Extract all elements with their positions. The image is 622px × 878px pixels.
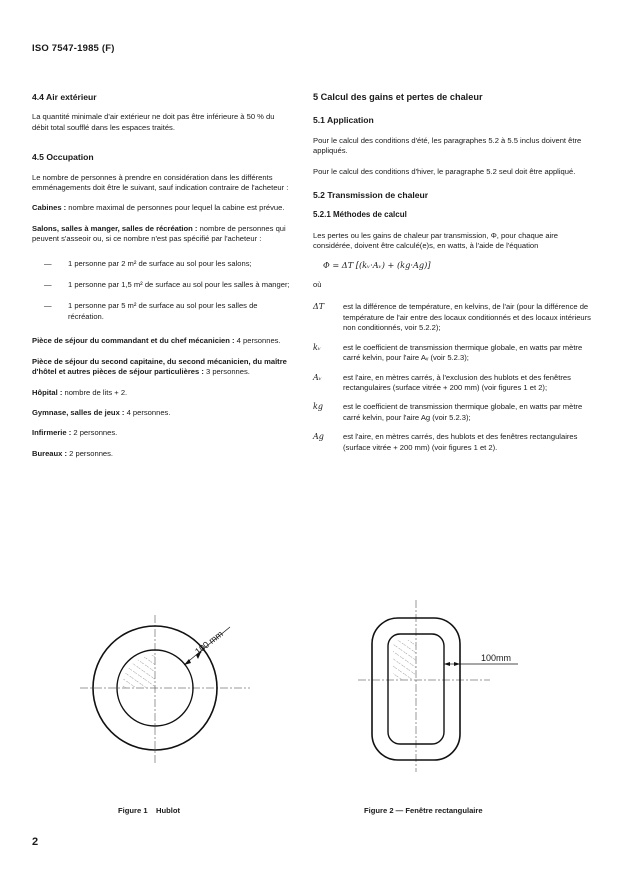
definition-text: est la différence de température, en kelvins, de l'air (pour la différence de température de l'air entre des locaux conditionnés et des locaux intérieurs non conditionnés, voir 5.2.2); (343, 302, 591, 333)
definition-symbol: Aᵥ (313, 372, 322, 382)
definition-kv (313, 343, 591, 364)
cabines-label: Cabines : (32, 203, 67, 213)
definition-av (313, 373, 591, 394)
second-capitaine-paragraph (32, 357, 290, 378)
section-5-2-heading: 5.2 Transmission de chaleur (313, 190, 429, 201)
dash-text: 1 personne par 2 m² de surface au sol pour les salons; (68, 258, 252, 268)
hopital-paragraph (32, 388, 290, 398)
dash-item-salles-a-manger (32, 280, 290, 290)
section-5-1-paragraph-2: Pour le calcul des conditions d'hiver, le paragraphe 5.2 seul doit être appliqué. (313, 166, 576, 176)
salons-text: nombre de personnes qui peuvent s'asseoir ou, si ce nombre n'est pas spécifié par l'acheteur : (32, 223, 286, 244)
hopital-label: Hôpital : (32, 387, 63, 397)
bureaux-label: Bureaux : (32, 448, 68, 458)
section-4-4-text: La quantité minimale d'air extérieur ne doit pas être inférieure à 50 % du débit total soufflé dans les espaces traités. (32, 112, 275, 132)
second-capitaine-text: 3 personnes. (203, 367, 250, 377)
infirmerie-label: Infirmerie : (32, 428, 72, 438)
gymnase-text: 4 personnes. (124, 407, 171, 417)
dash-item-recreation (32, 301, 290, 322)
definition-symbol: ΔT (313, 302, 325, 312)
occupation-intro: Le nombre de personnes à prendre en considération dans les différents emménagements doit être le suivant, sauf indication contraire de l'acheteur : (32, 172, 289, 193)
section-4-5-heading: 4.5 Occupation (32, 152, 94, 163)
figure-1-porthole-drawing (80, 605, 260, 775)
ou-label: où (313, 280, 322, 290)
definition-delta-t (313, 302, 591, 333)
salons-label: Salons, salles à manger, salles de récréation : (32, 223, 198, 233)
figure-1-caption: Figure 1 Hublot (118, 806, 181, 815)
definition-kg (313, 402, 591, 423)
dash-symbol: — (44, 258, 52, 268)
document-header: ISO 7547-1985 (F) (32, 43, 115, 54)
dash-text: 1 personne par 5 m² de surface au sol pour les salles de récréation. (68, 301, 258, 321)
cabines-text: nombre maximal de personnes pour lequel la cabine est prévue. (66, 203, 285, 213)
gymnase-paragraph (32, 408, 290, 418)
section-5-2-1-intro: Les pertes ou les gains de chaleur par transmission, Φ, pour chaque aire considérée, doivent être calculé(e)s, en watts, à l'aide de l'équation (313, 230, 558, 251)
infirmerie-text: 2 personnes. (71, 428, 118, 438)
second-capitaine-label: Pièce de séjour du second capitaine, du second mécanicien, du maître d'hôtel et autres pièces de séjour particulières : (32, 356, 287, 377)
heat-transmission-equation: Φ = ΔT [(kᵥ·Aᵥ) + (kg·Ag)] (323, 259, 431, 270)
dash-symbol: — (44, 301, 52, 311)
definition-symbol: Ag (313, 432, 324, 442)
commandant-label: Pièce de séjour du commandant et du chef mécanicien : (32, 336, 235, 346)
definition-text: est le coefficient de transmission thermique globale, en watts par mètre carré kelvin, pour l'aire Aᵥ (voir 5.2.3); (343, 342, 583, 363)
figure-2-window-drawing (340, 600, 560, 780)
dash-text: 1 personne par 1,5 m² de surface au sol pour les salles à manger; (68, 280, 290, 290)
definition-ag (313, 432, 591, 453)
section-5-heading: 5 Calcul des gains et pertes de chaleur (313, 92, 483, 102)
figure-2-dimension-label: 100mm (481, 653, 512, 663)
bureaux-text: 2 personnes. (67, 448, 114, 458)
section-4-4-heading: 4.4 Air extérieur (32, 92, 97, 102)
page-number: 2 (32, 836, 39, 848)
figure-2-caption: Figure 2 — Fenêtre rectangulaire (364, 806, 483, 815)
section-5-1-paragraph-1: Pour le calcul des conditions d'été, les paragraphes 5.2 à 5.5 inclus doivent être appliqués. (313, 135, 582, 156)
definition-text: est l'aire, en mètres carrés, des hublots et des fenêtres rectangulaires (surface vitrée + 200 mm) (voir figures 1 et 2). (343, 432, 578, 452)
gymnase-label: Gymnase, salles de jeux : (32, 407, 125, 417)
left-column (32, 92, 290, 469)
dash-symbol: — (44, 280, 52, 290)
section-5-2-1-heading: 5.2.1 Méthodes de calcul (313, 210, 407, 220)
commandant-paragraph (32, 336, 290, 346)
section-5-1-heading: 5.1 Application (313, 115, 374, 126)
hopital-text: nombre de lits + 2. (62, 387, 128, 397)
cabines-paragraph (32, 203, 290, 213)
right-column (313, 92, 591, 462)
definition-symbol: kg (313, 402, 323, 412)
figure-1-dimension-label: 100 mm (193, 628, 225, 657)
infirmerie-paragraph (32, 428, 290, 438)
definition-symbol: kᵥ (313, 342, 321, 352)
definition-text: est l'aire, en mètres carrés, à l'exclusion des hublots et des fenêtres rectangulaires (surface vitrée + 200 mm) (voir figures 1 et 2); (343, 372, 571, 392)
salons-paragraph (32, 224, 290, 245)
dash-item-salons (32, 259, 290, 269)
commandant-text: 4 personnes. (234, 336, 281, 346)
bureaux-paragraph (32, 449, 290, 459)
definition-text: est le coefficient de transmission thermique globale, en watts par mètre carré kelvin, pour l'aire Ag (voir 5.2.3); (343, 402, 583, 422)
